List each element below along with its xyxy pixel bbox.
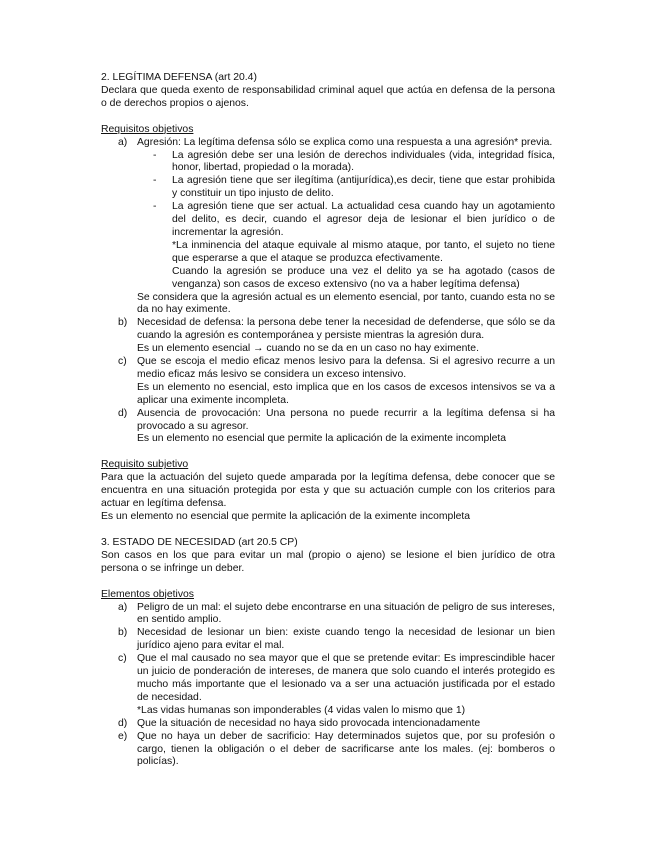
list-item-deber-sacrificio [101,731,555,770]
spacer [101,576,555,589]
list-item-text: Que la situación de necesidad no haya sido provocada intencionadamente [137,717,481,729]
note-inminencia: *La inminencia del ataque equivale al mismo ataque, por tanto, el sujeto no tiene que esperarse a que el ataque se produzca efectivamente. [172,239,555,264]
legitima-intro: Declara que queda exento de responsabilidad criminal aquel que actúa en defensa de la persona o de derechos propios o ajenos. [101,84,555,109]
list-marker: c) [118,653,127,665]
bullet-marker: - [153,175,157,187]
list-item-medio-eficaz [101,356,555,382]
document-page [101,72,555,769]
list-marker: a) [118,136,128,148]
list-marker: c) [118,356,127,368]
list-marker: b) [118,317,128,329]
requisitos-objetivos-heading: Requisitos objetivos [101,123,194,135]
list-item-ausencia-provocacion [101,408,555,434]
bullet-item [101,175,555,201]
list-marker: a) [118,601,128,613]
requisito-subjetivo-text: Para que la actuación del sujeto quede amparada por la legítima defensa, debe conocer que se encuentra en una situación protegida por esta y que su actuación cumple con los criterios para actuar en legítima defensa. [101,472,555,510]
elementos-objetivos-heading: Elementos objetivos [101,588,194,600]
bullet-text: La agresión tiene que ser actual. La actualidad cesa cuando hay un agotamiento del delito, es decir, cuando el agresor deja de lesionar el bien jurídico o de incrementar la agresión. [172,201,555,238]
list-item-text: Peligro de un mal: el sujeto debe encontrarse en una situación de peligro de sus intereses, en sentido amplio. [137,601,555,626]
bullet-item [101,150,555,176]
list-item-agresion [101,137,555,150]
requisito-subjetivo-heading: Requisito subjetivo [101,459,189,471]
note-vidas-humanas: *Las vidas humanas son imponderables (4 vidas valen lo mismo que 1) [137,704,466,716]
note-c: Es un elemento no esencial, esto implica que en los casos de excesos intensivos se va a aplicar una eximente incompleta. [137,381,555,406]
list-item-text: Que no haya un deber de sacrificio: Hay determinados sujetos que, por su profesión o cargo, tienen la obligación o el deber de sacrificarse ante los males. (ej: bomberos o policías). [137,730,555,768]
list-item-text: Necesidad de defensa: la persona debe tener la necesidad de defenderse, que sólo se da cuando la agresión es contemporánea y persiste mientras la agresión dura. [137,317,555,342]
list-marker: e) [118,730,128,742]
note-elemento-esencial: Se considera que la agresión actual es un elemento esencial, por tanto, cuando esta no se da no hay eximente. [137,291,555,316]
requisito-subjetivo-note: Es un elemento no esencial que permite la aplicación de la eximente incompleta [101,511,471,522]
list-item-text: Necesidad de lesionar un bien: existe cuando tengo la necesidad de lesionar un bien jurídico ajeno para evitar el mal. [137,627,555,652]
bullet-item [101,201,555,240]
spacer [101,446,555,459]
necesidad-intro: Son casos en los que para evitar un mal (propio o ajeno) se lesione el bien jurídico de otra persona o se infringe un deber. [101,549,555,574]
section-title-legitima-defensa: 2. LEGÍTIMA DEFENSA (art 20.4) [101,72,257,83]
spacer [101,111,555,124]
list-marker: d) [118,717,128,729]
list-item-necesidad-lesionar [101,627,555,653]
bullet-text: La agresión debe ser una lesión de derechos individuales (vida, integridad física, honor, libertad, propiedad o la morada). [172,149,555,174]
bullet-marker: - [153,201,157,213]
list-item-text: Agresión: La legítima defensa sólo se explica como una respuesta a una agresión* previa. [137,136,553,148]
note-b: Es un elemento esencial → cuando no se da en un caso no hay eximente. [137,343,479,355]
list-marker: d) [118,407,128,419]
list-item-text: Que se escoja el medio eficaz menos lesivo para la defensa. Si el agresivo recurre a un medio eficaz más lesivo se considera un exceso intensivo. [137,356,555,380]
list-item-necesidad-defensa [101,317,555,343]
bullet-text: La agresión tiene que ser ilegítima (antijurídica),es decir, tiene que estar prohibida y constituir un tipo injusto de delito. [172,175,555,200]
note-d: Es un elemento no esencial que permite la aplicación de la eximente incompleta [137,433,507,445]
list-item-mal-causado [101,653,555,705]
section-title-estado-necesidad: 3. ESTADO DE NECESIDAD (art 20.5 CP) [101,536,298,548]
list-item-text: Ausencia de provocación: Una persona no puede recurrir a la legítima defensa si ha provocado a su agresor. [137,407,555,432]
bullet-marker: - [153,149,157,161]
spacer [101,524,555,537]
note-venganza: Cuando la agresión se produce una vez el delito ya se ha agotado (casos de venganza) son casos de exceso extensivo (no va a haber legítima defensa) [172,265,555,290]
list-item-peligro [101,602,555,628]
list-item-text: Que el mal causado no sea mayor que el que se pretende evitar: Es imprescindible hacer un juicio de ponderación de intereses, de manera que solo cuando el interés protegido es mucho más importante que el lesionado va a ser una actuación justificada por el estado de necesidad. [137,653,555,703]
list-marker: b) [118,627,128,639]
list-item-no-provocada [101,718,555,731]
